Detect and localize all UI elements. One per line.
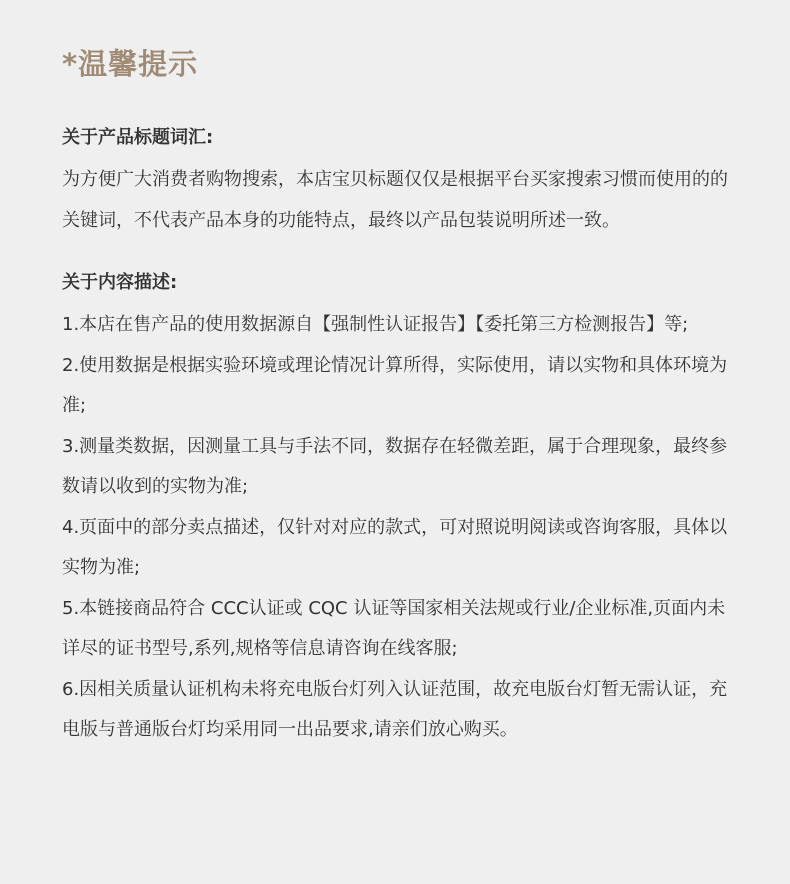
description-item: 5.本链接商品符合 CCC认证或 CQC 认证等国家相关法规或行业/企业标准,页面内未详尽的证书型号,系列,规格等信息请咨询在线客服;	[62, 597, 726, 659]
description-item: 4.页面中的部分卖点描述，仅针对对应的款式，可对照说明阅读或咨询客服，具体以实物为准;	[62, 516, 728, 578]
description-item: 2.使用数据是根据实验环境或理论情况计算所得，实际使用，请以实物和具体环境为准;	[62, 354, 728, 416]
product-title-heading: 关于产品标题词汇:	[62, 127, 214, 148]
description-item: 6.因相关质量认证机构未将充电版台灯列入认证范围，故充电版台灯暂无需认证，充电版与普通版台灯均采用同一出品要求,请亲们放心购买。	[62, 678, 728, 740]
content-description-section	[62, 269, 732, 751]
description-item: 3.测量类数据，因测量工具与手法不同，数据存在轻微差距，属于合理现象，最终参数请以收到的实物为准;	[62, 435, 728, 497]
product-title-text: 为方便广大消费者购物搜索，本店宝贝标题仅仅是根据平台买家搜索习惯而使用的的关键词，不代表产品本身的功能特点，最终以产品包装说明所述一致。	[62, 169, 728, 231]
description-item: 1.本店在售产品的使用数据源自【强制性认证报告】【委托第三方检测报告】等;	[62, 314, 689, 335]
content-description-heading: 关于内容描述:	[62, 272, 178, 293]
product-title-section	[62, 124, 732, 241]
page-title: *温馨提示	[62, 47, 199, 81]
